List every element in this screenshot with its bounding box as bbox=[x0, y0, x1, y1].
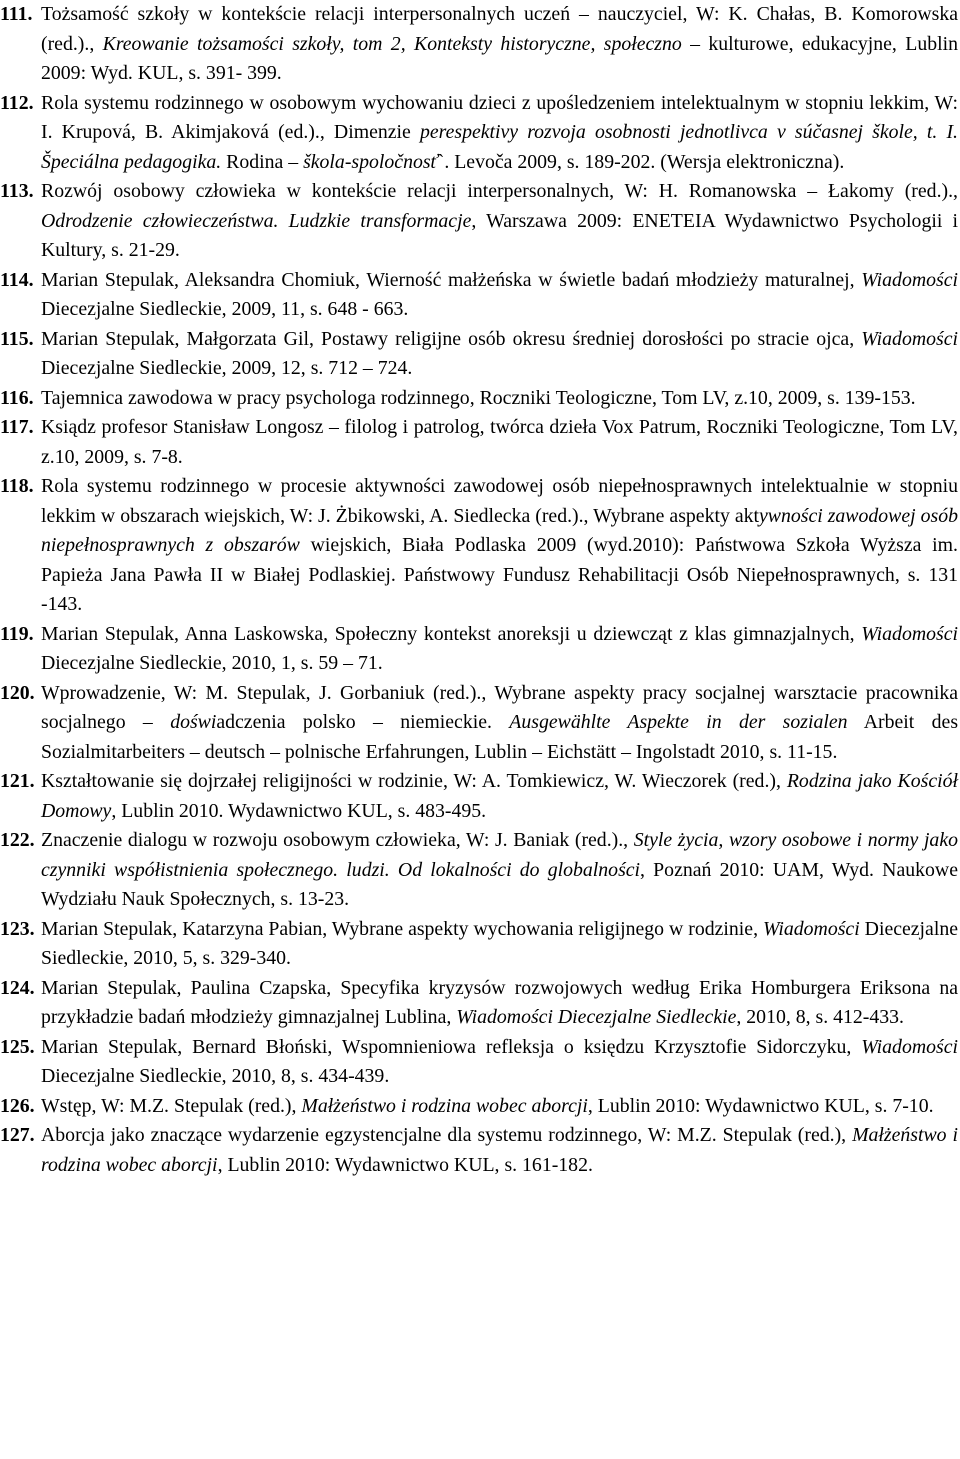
entry-number: 122. bbox=[0, 829, 35, 851]
entry-text: Kształtowanie się dojrzałej religijności w rodzinie, W: A. Tomkiewicz, W. Wieczorek (red.), bbox=[41, 770, 787, 792]
entry-text-italic: Wiadomości bbox=[861, 622, 958, 645]
entry-text-italic: ywności zawodowej osób niepełnosprawnych z obszarów bbox=[41, 504, 958, 556]
bibliography-entry bbox=[0, 266, 960, 325]
entry-text: Rozwój osobowy człowieka w kontekście relacji interpersonalnych, W: H. Romanowska – Łakomy (red.)., bbox=[41, 180, 958, 202]
entry-text: adczenia polsko – niemieckie. bbox=[216, 711, 510, 733]
entry-text: , 2010, 8, s. 412-433. bbox=[736, 1006, 904, 1028]
entry-number: 115. bbox=[0, 327, 34, 350]
entry-text-italic: Wiadomości bbox=[861, 327, 958, 350]
entry-text: Wprowadzenie, W: M. Stepulak, J. Gorbaniuk (red.)., Wybrane aspekty pracy socjalnej warsztacie pracownika socjalnego – bbox=[41, 681, 958, 733]
entry-text-italic: Kreowanie tożsamości szkoły, tom 2, Konteksty historyczne, społeczno – bbox=[102, 32, 709, 55]
bibliography-entry bbox=[0, 767, 960, 826]
entry-text: Marian Stepulak, Paulina Czapska, Specyfika kryzysów rozwojowych według Erika Homburgera Eriksona na przykładzie badań młodzieży gimnazjalnej Lublina, bbox=[41, 976, 958, 1028]
entry-text: Arbeit des Sozialmitarbeiters – deutsch – polnische Erfahrungen, Lublin – Eichstätt – Ingolstadt 2010, s. 11-15. bbox=[41, 711, 959, 763]
entry-number: 111. bbox=[0, 3, 33, 25]
entry-text-italic: Wiadomości bbox=[861, 268, 958, 291]
entry-text-italic: Małżeństwo i rodzina wobec aborcji bbox=[41, 1124, 959, 1176]
entry-text-italic: Ausgewählte Aspekte in der sozialen bbox=[509, 711, 848, 733]
entry-text: Diecezjalne Siedleckie, 2009, 12, s. 712 – 724. bbox=[41, 357, 413, 379]
entry-text: Marian Stepulak, Małgorzata Gil, Postawy religijne osób okresu średniej dorosłości po stracie ojca, bbox=[41, 327, 862, 350]
entry-text-italic: doświ bbox=[170, 711, 217, 733]
entry-text: Tożsamość szkoły w kontekście relacji interpersonalnych uczeń – nauczyciel, W: K. Chałas, B. Komorowska (red.)., bbox=[41, 3, 958, 55]
entry-text: Tajemnica zawodowa w pracy psychologa rodzinnego, Roczniki Teologiczne, Tom LV, z.10, 2009, s. 139-153. bbox=[41, 386, 916, 409]
entry-number: 123. bbox=[0, 917, 35, 940]
entry-number: 127. bbox=[0, 1124, 35, 1146]
entry-text: Rola systemu rodzinnego w procesie aktywności zawodowej osób niepełnosprawnych intelektualnie w stopniu lekkim w obszarach wiejskich, W: J. Żbikowski, A. Siedlecka (red.)., Wybrane aspekty akt bbox=[41, 475, 958, 527]
entry-number: 112. bbox=[0, 91, 34, 114]
bibliography-entry bbox=[0, 974, 960, 1033]
entry-text: Marian Stepulak, Bernard Błoński, Wspomnieniowa refleksja o księdzu Krzysztofie Sidorczyku, bbox=[41, 1035, 862, 1058]
entry-number: 114. bbox=[0, 268, 34, 291]
entry-number: 125. bbox=[0, 1035, 35, 1058]
entry-number: 116. bbox=[0, 386, 34, 409]
entry-text: Znaczenie dialogu w rozwoju osobowym człowieka, W: J. Baniak (red.)., bbox=[41, 829, 634, 851]
bibliography-entry bbox=[0, 1121, 960, 1180]
entry-text-italic: perespektivy rozvoja osobnosti jednotlivca v súčasnej škole, t. I. Špeciálna pedagogika. bbox=[41, 121, 958, 173]
entry-text: , Poznań 2010: UAM, Wyd. Naukowe Wydziału Nauk Społecznych, s. 13-23. bbox=[41, 858, 958, 910]
entry-text: - bbox=[344, 150, 352, 173]
entry-number: 118. bbox=[0, 475, 34, 497]
entry-text: kulturowe, edukacyjne, Lublin 2009: Wyd. KUL, s. 391- 399. bbox=[41, 32, 958, 84]
entry-text-italic: Odrodzenie człowieczeństwa. Ludzkie transformacje bbox=[41, 209, 472, 232]
entry-text-italic: škola bbox=[303, 150, 345, 173]
bibliography-entry bbox=[0, 620, 960, 679]
entry-text: Ksiądz profesor Stanisław Longosz – filolog i patrolog, twórca dzieła Vox Patrum, Roczniki Teologiczne, Tom LV, z.10, 2009, s. 7-8. bbox=[41, 416, 958, 468]
entry-text: Diecezjalne Siedleckie, 2010, 8, s. 434-439. bbox=[41, 1065, 390, 1087]
entry-text: Marian Stepulak, Anna Laskowska, Społeczny kontekst anoreksji u dziewcząt z klas gimnazjalnych, bbox=[41, 622, 862, 645]
entry-text-italic: Wiadomości bbox=[762, 917, 860, 940]
bibliography-entry bbox=[0, 472, 960, 620]
entry-text-italic: Style życia, wzory osobowe i normy jako czynniki współistnienia społecznego. ludzi. Od lokalności do globalności bbox=[41, 829, 958, 881]
entry-text: wiejskich, Biała Podlaska 2009 (wyd.2010): Państwowa Szkoła Wyższa im. Papieża Jana Pawła II w Białej Podlaskiej. Państwowy Fundusz Rehabilitacji Osób Niepełnosprawnych, s. 131 -143. bbox=[41, 534, 958, 615]
entry-text: , Lublin 2010: Wydawnictwo KUL, s. 7-10. bbox=[587, 1094, 934, 1117]
bibliography-entry bbox=[0, 384, 960, 414]
entry-number: 121. bbox=[0, 770, 35, 792]
bibliography-entry bbox=[0, 413, 960, 472]
entry-number: 117. bbox=[0, 416, 34, 438]
bibliography-entry bbox=[0, 325, 960, 384]
entry-text: Wstęp, W: M.Z. Stepulak (red.), bbox=[41, 1094, 302, 1117]
entry-text: Rola systemu rodzinnego w osobowym wychowaniu dzieci z upośledzeniem intelektualnym w stopniu lekkim, W: I. Krupová, B. Akimjaková (ed.)., Dimenzie bbox=[41, 91, 958, 143]
entry-text: Marian Stepulak, Katarzyna Pabian, Wybrane aspekty wychowania religijnego w rodzinie, bbox=[41, 917, 763, 940]
entry-number: 119. bbox=[0, 622, 34, 645]
entry-number: 120. bbox=[0, 681, 35, 704]
entry-text: Diecezjalne Siedleckie, 2009, 11, s. 648 - 663. bbox=[41, 298, 409, 320]
entry-number: 124. bbox=[0, 976, 35, 999]
bibliography-entry bbox=[0, 915, 960, 974]
entry-text: Rodina – bbox=[221, 150, 304, 173]
bibliography-entry bbox=[0, 89, 960, 178]
bibliography-entry bbox=[0, 1092, 960, 1122]
entry-text-italic: spoločnosť bbox=[351, 150, 438, 173]
bibliography-entry bbox=[0, 679, 960, 768]
bibliography-entry bbox=[0, 1033, 960, 1092]
entry-text-italic: Małżeństwo i rodzina wobec aborcji bbox=[301, 1094, 588, 1117]
entry-text: , Warszawa 2009: ENETEIA Wydawnictwo Psychologii i Kultury, s. 21-29. bbox=[41, 209, 959, 261]
entry-text-italic: Wiadomości Diecezjalne Siedleckie bbox=[456, 1006, 737, 1028]
entry-text: Aborcja jako znaczące wydarzenie egzystencjalne dla systemu rodzinnego, W: M.Z. Stepulak (red.), bbox=[41, 1124, 853, 1146]
entry-text-italic: Wiadomości bbox=[861, 1035, 958, 1058]
entry-text: Diecezjalne Siedleckie, 2010, 1, s. 59 – 71. bbox=[41, 652, 383, 674]
entry-number: 113. bbox=[0, 180, 34, 202]
entry-text: Diecezjalne Siedleckie, 2010, 5, s. 329-340. bbox=[41, 917, 959, 969]
entry-text-italic: Rodzina jako Kościół Domowy bbox=[41, 770, 959, 822]
bibliography-entry bbox=[0, 177, 960, 266]
entry-text: `. Levoča 2009, s. 189-202. (Wersja elektroniczna). bbox=[437, 150, 845, 173]
entry-text: Marian Stepulak, Aleksandra Chomiuk, Wierność małżeńska w świetle badań młodzieży maturalnej, bbox=[41, 268, 862, 291]
entry-text: , Lublin 2010. Wydawnictwo KUL, s. 483-495. bbox=[111, 799, 487, 822]
entry-text: , Lublin 2010: Wydawnictwo KUL, s. 161-182. bbox=[217, 1153, 593, 1176]
entry-number: 126. bbox=[0, 1094, 35, 1117]
bibliography-entry bbox=[0, 0, 960, 89]
bibliography-entry bbox=[0, 826, 960, 915]
